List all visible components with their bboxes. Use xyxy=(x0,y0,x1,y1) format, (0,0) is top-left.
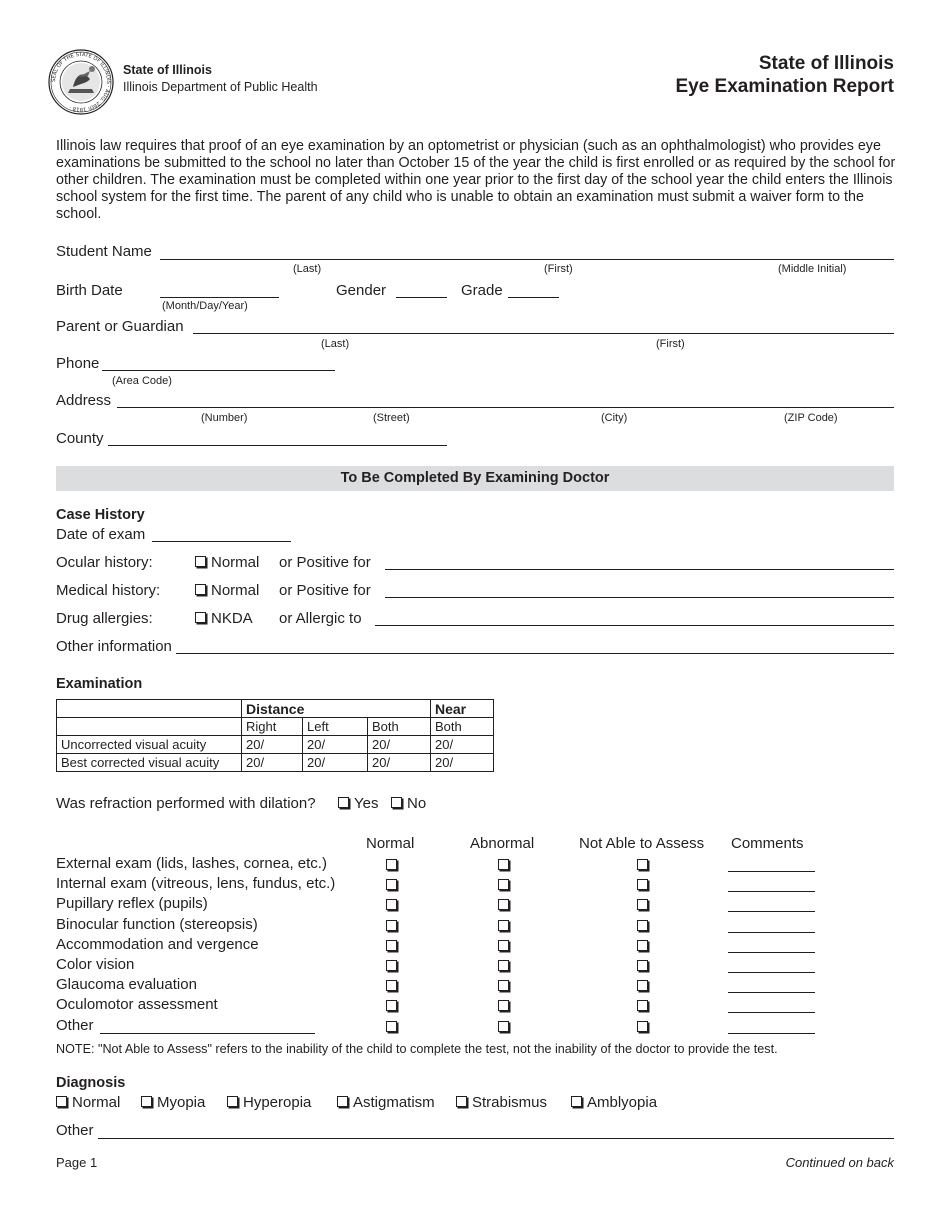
checkbox-icon[interactable] xyxy=(195,612,206,623)
medical-history-label: Medical history: xyxy=(56,582,161,599)
caption-parent-last: (Last) xyxy=(321,338,350,350)
page-number: Page 1 xyxy=(56,1155,98,1170)
not-able-checkbox[interactable] xyxy=(637,899,648,910)
not-able-checkbox[interactable] xyxy=(637,940,648,951)
svg-text:SEAL OF THE STATE OF ILLINOIS: SEAL OF THE STATE OF ILLINOIS · AUG. 26th 1818 · xyxy=(50,51,112,113)
medical-positive-label: or Positive for xyxy=(279,582,371,599)
option-label: Myopia xyxy=(157,1094,206,1111)
gender-label: Gender xyxy=(336,282,387,299)
normal-checkbox[interactable] xyxy=(386,1021,397,1032)
assessment-row-label: Binocular function (stereopsis) xyxy=(56,915,258,933)
assessment-row-label: Oculomotor assessment xyxy=(56,996,218,1014)
abnormal-checkbox[interactable] xyxy=(498,920,509,931)
assessment-row-label: Accommodation and vergence xyxy=(56,935,259,953)
form-title-line1: State of Illinois xyxy=(758,53,894,74)
drug-allergies-label: Drug allergies: xyxy=(56,610,153,627)
parent-field[interactable] xyxy=(193,333,894,334)
checkbox-icon[interactable] xyxy=(391,797,402,808)
normal-checkbox[interactable] xyxy=(386,920,397,931)
birth-date-field[interactable] xyxy=(160,297,279,298)
examination-title: Examination xyxy=(56,676,143,692)
comments-field[interactable] xyxy=(728,952,815,953)
both-distance-header: Both xyxy=(368,718,431,736)
uncorrected-row-label: Uncorrected visual acuity xyxy=(57,736,242,754)
caption-street: (Street) xyxy=(373,412,410,424)
assessment-note: NOTE: "Not Able to Assess" refers to the inability of the child to complete the test, not the inability of the doctor to provide the test. xyxy=(56,1042,778,1056)
normal-checkbox[interactable] xyxy=(386,940,397,951)
assessment-row-label: Glaucoma evaluation xyxy=(56,976,197,994)
option-label: Astigmatism xyxy=(353,1094,435,1111)
uncorrected-both-cell[interactable]: 20/ xyxy=(368,736,431,754)
date-of-exam-label: Date of exam xyxy=(56,526,146,543)
corrected-near-cell[interactable]: 20/ xyxy=(431,754,494,772)
best-corrected-row-label: Best corrected visual acuity xyxy=(57,754,242,772)
abnormal-checkbox[interactable] xyxy=(498,1000,509,1011)
department-name: Illinois Department of Public Health xyxy=(123,80,318,94)
col-not-able-header: Not Able to Assess xyxy=(579,835,705,852)
option-label: Normal xyxy=(211,582,260,599)
checkbox-icon[interactable] xyxy=(195,584,206,595)
option-label: Yes xyxy=(354,795,379,812)
normal-checkbox[interactable] xyxy=(386,1000,397,1011)
refraction-no-option[interactable] xyxy=(391,795,426,812)
checkbox-icon[interactable] xyxy=(337,1096,348,1107)
phone-field[interactable] xyxy=(102,370,335,371)
caption-area-code: (Area Code) xyxy=(112,375,172,387)
option-label: Normal xyxy=(72,1094,121,1111)
uncorrected-right-cell[interactable]: 20/ xyxy=(242,736,303,754)
uncorrected-near-cell[interactable]: 20/ xyxy=(431,736,494,754)
student-name-label: Student Name xyxy=(56,243,152,260)
ocular-history-label: Ocular history: xyxy=(56,554,153,571)
grade-field[interactable] xyxy=(508,297,559,298)
diagnosis-option-myopia[interactable] xyxy=(141,1094,205,1111)
left-header: Left xyxy=(303,718,368,736)
abnormal-checkbox[interactable] xyxy=(498,980,509,991)
option-label: Hyperopia xyxy=(243,1094,312,1111)
both-near-header: Both xyxy=(431,718,494,736)
agency-name: State of Illinois xyxy=(123,63,212,77)
caption-last: (Last) xyxy=(293,263,322,275)
intro-paragraph: Illinois law requires that proof of an eye examination by an optometrist or physician (such as an ophthalmologist) who provides eye examinations be submitted to the school no later than October 15 of the year the child is first enrolled or as required by the school for other children. The examination must be completed within one year prior to the first day of the school year the child enters the Illinois school system for the first time. The parent of any child who is unable to obtain an examination must submit a waiver form to the school. xyxy=(56,138,896,222)
caption-parent-first: (First) xyxy=(656,338,685,350)
right-header: Right xyxy=(242,718,303,736)
assessment-row-label: Internal exam (vitreous, lens, fundus, etc.) xyxy=(56,875,336,893)
abnormal-checkbox[interactable] xyxy=(498,859,509,870)
table-blank-cell xyxy=(57,718,242,736)
abnormal-checkbox[interactable] xyxy=(498,940,509,951)
caption-zip: (ZIP Code) xyxy=(784,412,838,424)
phone-label: Phone xyxy=(56,355,100,372)
abnormal-checkbox[interactable] xyxy=(498,899,509,910)
normal-checkbox[interactable] xyxy=(386,859,397,870)
assessment-row-label: Other xyxy=(56,1016,94,1034)
county-field[interactable] xyxy=(108,445,447,446)
ocular-positive-label: or Positive for xyxy=(279,554,371,571)
gender-field[interactable] xyxy=(396,297,447,298)
doctor-section-banner: To Be Completed By Examining Doctor xyxy=(56,466,894,491)
option-label: No xyxy=(407,795,427,812)
student-name-field[interactable] xyxy=(160,259,894,260)
corrected-left-cell[interactable]: 20/ xyxy=(303,754,368,772)
nkda-option[interactable] xyxy=(195,610,253,627)
grade-label: Grade xyxy=(461,282,503,299)
diagnosis-title: Diagnosis xyxy=(56,1075,126,1091)
visual-acuity-table xyxy=(56,699,494,772)
birth-date-label: Birth Date xyxy=(56,282,123,299)
distance-header: Distance xyxy=(242,700,431,718)
option-label: NKDA xyxy=(211,610,253,627)
other-information-label: Other information xyxy=(56,638,172,655)
assessment-row-label: Color vision xyxy=(56,956,135,973)
assessment-row-label: Pupillary reflex (pupils) xyxy=(56,895,208,913)
near-header: Near xyxy=(431,700,494,718)
medical-positive-field[interactable] xyxy=(385,597,894,598)
checkbox-icon[interactable] xyxy=(338,797,349,808)
diagnosis-option-strabismus[interactable] xyxy=(456,1094,547,1111)
col-abnormal-header: Abnormal xyxy=(470,835,535,852)
table-corner-cell xyxy=(57,700,242,718)
normal-checkbox[interactable] xyxy=(386,960,397,971)
checkbox-icon[interactable] xyxy=(227,1096,238,1107)
county-label: County xyxy=(56,430,104,447)
state-seal-logo xyxy=(48,49,114,115)
allergic-to-label: or Allergic to xyxy=(279,610,362,627)
checkbox-icon[interactable] xyxy=(571,1096,582,1107)
option-label: Amblyopia xyxy=(587,1094,658,1111)
comments-field[interactable] xyxy=(728,992,815,993)
col-comments-header: Comments xyxy=(731,835,804,852)
checkbox-icon[interactable] xyxy=(456,1096,467,1107)
not-able-checkbox[interactable] xyxy=(637,920,648,931)
option-label: Strabismus xyxy=(472,1094,548,1111)
checkbox-icon[interactable] xyxy=(56,1096,67,1107)
allergic-to-field[interactable] xyxy=(375,625,894,626)
refraction-yes-option[interactable] xyxy=(338,795,378,812)
not-able-checkbox[interactable] xyxy=(637,980,648,991)
address-label: Address xyxy=(56,392,112,409)
caption-number: (Number) xyxy=(201,412,248,424)
not-able-checkbox[interactable] xyxy=(637,960,648,971)
comments-field[interactable] xyxy=(728,891,815,892)
diagnosis-option-amblyopia[interactable] xyxy=(571,1094,657,1111)
abnormal-checkbox[interactable] xyxy=(498,879,509,890)
diagnosis-other-label: Other xyxy=(56,1122,94,1139)
col-normal-header: Normal xyxy=(366,835,415,852)
ocular-normal-option[interactable] xyxy=(195,554,259,571)
diagnosis-other-field[interactable] xyxy=(98,1138,894,1139)
diagnosis-option-astigmatism[interactable] xyxy=(337,1094,435,1111)
not-able-checkbox[interactable] xyxy=(637,1000,648,1011)
uncorrected-left-cell[interactable]: 20/ xyxy=(303,736,368,754)
comments-field[interactable] xyxy=(728,871,815,872)
comments-field[interactable] xyxy=(728,1033,815,1034)
normal-checkbox[interactable] xyxy=(386,879,397,890)
refraction-question: Was refraction performed with dilation? xyxy=(56,795,316,812)
not-able-checkbox[interactable] xyxy=(637,859,648,870)
diagnosis-option-normal[interactable] xyxy=(56,1094,120,1111)
checkbox-icon[interactable] xyxy=(141,1096,152,1107)
normal-checkbox[interactable] xyxy=(386,980,397,991)
other-information-field[interactable] xyxy=(176,653,894,654)
continued-note: Continued on back xyxy=(785,1155,894,1170)
comments-field[interactable] xyxy=(728,911,815,912)
assessment-row-label: External exam (lids, lashes, cornea, etc.) xyxy=(56,855,327,872)
caption-city: (City) xyxy=(601,412,628,424)
address-field[interactable] xyxy=(117,407,894,408)
diagnosis-option-hyperopia[interactable] xyxy=(227,1094,311,1111)
parent-label: Parent or Guardian xyxy=(56,318,184,335)
form-title-line2: Eye Examination Report xyxy=(675,76,894,97)
not-able-checkbox[interactable] xyxy=(637,1021,648,1032)
comments-field[interactable] xyxy=(728,932,815,933)
medical-normal-option[interactable] xyxy=(195,582,259,599)
ocular-positive-field[interactable] xyxy=(385,569,894,570)
case-history-title: Case History xyxy=(56,507,145,523)
caption-first: (First) xyxy=(544,263,573,275)
corrected-both-cell[interactable]: 20/ xyxy=(368,754,431,772)
date-of-exam-field[interactable] xyxy=(152,541,291,542)
not-able-checkbox[interactable] xyxy=(637,879,648,890)
caption-middle-initial: (Middle Initial) xyxy=(778,263,847,275)
other-exam-field[interactable] xyxy=(100,1033,315,1034)
option-label: Normal xyxy=(211,554,260,571)
checkbox-icon[interactable] xyxy=(195,556,206,567)
abnormal-checkbox[interactable] xyxy=(498,960,509,971)
comments-field[interactable] xyxy=(728,1012,815,1013)
abnormal-checkbox[interactable] xyxy=(498,1021,509,1032)
corrected-right-cell[interactable]: 20/ xyxy=(242,754,303,772)
caption-mdy: (Month/Day/Year) xyxy=(162,300,248,312)
normal-checkbox[interactable] xyxy=(386,899,397,910)
comments-field[interactable] xyxy=(728,972,815,973)
